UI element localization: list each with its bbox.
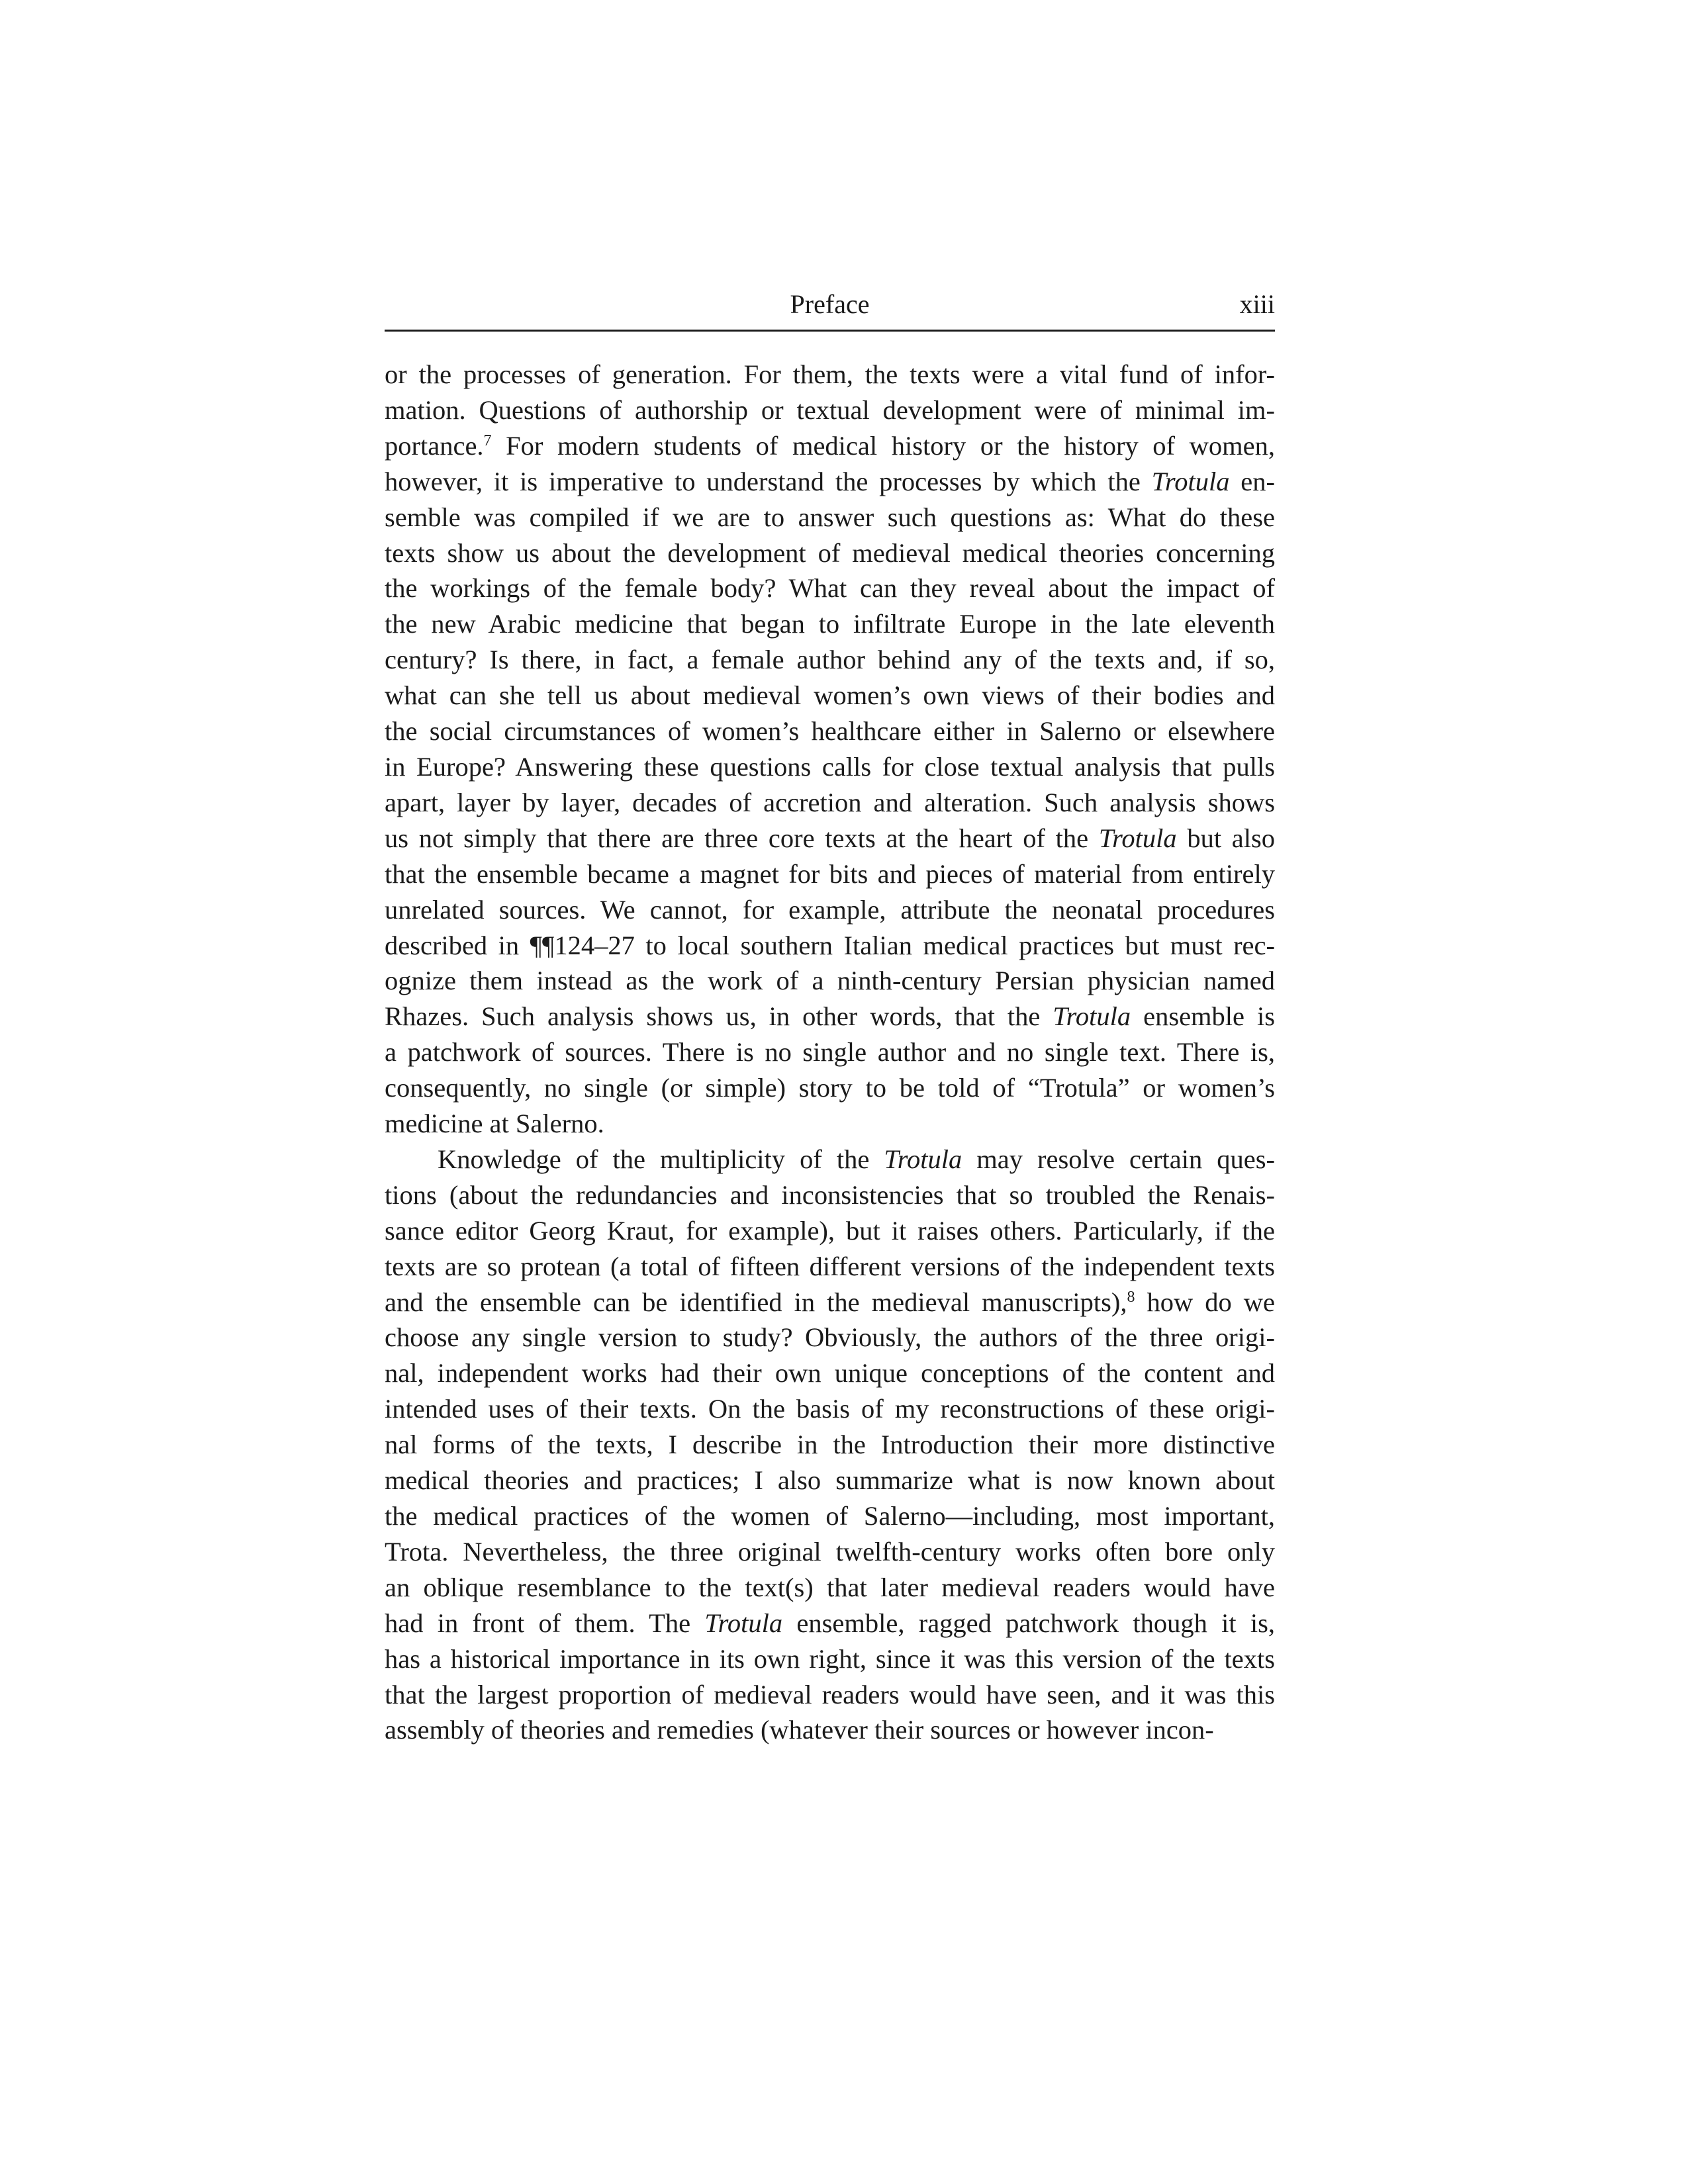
running-head-title: Preface — [790, 289, 870, 319]
text-line: and the ensemble can be identified in the medieval manuscripts),$^8$ how do we — [385, 1287, 1275, 1317]
text-line: nal, independent works had their own unique conceptions of the content and — [385, 1358, 1275, 1388]
text-line: sance editor Georg Kraut, for example), but it raises others. Particularly, if the — [385, 1215, 1275, 1246]
text-line: what can she tell us about medieval women’s own views of their bodies and — [385, 680, 1275, 711]
text-line: however, it is imperative to understand the processes by which the Trotula en- — [385, 466, 1275, 496]
text-line: consequently, no single (or simple) story to be told of “Trotula” or women’s — [385, 1073, 1275, 1103]
text-line: or the processes of generation. For them, the texts were a vital fund of infor- — [385, 359, 1275, 389]
text-line: has a historical importance in its own right, since it was this version of the texts — [385, 1643, 1275, 1674]
text-line: the medical practices of the women of Salerno—including, most important, — [385, 1501, 1275, 1531]
text-line: Trota. Nevertheless, the three original twelfth-century works often bore only — [385, 1536, 1275, 1567]
text-line: in Europe? Answering these questions calls for close textual analysis that pulls — [385, 751, 1275, 782]
text-line: apart, layer by layer, decades of accretion and alteration. Such analysis shows — [385, 787, 1275, 817]
text-line: Rhazes. Such analysis shows us, in other words, that the Trotula ensemble is — [385, 1001, 1275, 1032]
text-line: that the ensemble became a magnet for bits and pieces of material from entirely — [385, 858, 1275, 889]
text-line: semble was compiled if we are to answer such questions as: What do these — [385, 502, 1275, 532]
text-line: the workings of the female body? What can they reveal about the impact of — [385, 573, 1275, 604]
text-line: ognize them instead as the work of a ninth-century Persian physician named — [385, 966, 1275, 996]
text-line: medicine at Salerno. — [385, 1109, 604, 1139]
text-line: intended uses of their texts. On the basis of my reconstructions of these origi- — [385, 1394, 1275, 1424]
text-line: Knowledge of the multiplicity of the Trotula may resolve certain ques- — [438, 1144, 1276, 1174]
running-head — [385, 285, 1275, 332]
text-line: medical theories and practices; I also summarize what is now known about — [385, 1465, 1275, 1496]
text-line: a patchwork of sources. There is no single author and no single text. There is, — [385, 1037, 1275, 1068]
text-line: unrelated sources. We cannot, for example, attribute the neonatal procedures — [385, 894, 1275, 925]
text-line: portance.$^7$ For modern students of medical history or the history of women, — [385, 430, 1275, 461]
text-line: assembly of theories and remedies (whatever their sources or however incon- — [385, 1715, 1214, 1745]
text-line: choose any single version to study? Obviously, the authors of the three origi- — [385, 1322, 1275, 1353]
paragraph-2 — [385, 1142, 1275, 1748]
text-line: described in ¶¶124–27 to local southern Italian medical practices but must rec- — [385, 930, 1275, 960]
text-line: texts are so protean (a total of fifteen different versions of the independent texts — [385, 1251, 1275, 1281]
text-line: nal forms of the texts, I describe in the Introduction their more distinctive — [385, 1430, 1275, 1460]
paragraph-1 — [385, 357, 1275, 1142]
text-line: the new Arabic medicine that began to infiltrate Europe in the late eleventh — [385, 609, 1275, 639]
body-text — [385, 357, 1275, 1748]
text-line: had in front of them. The Trotula ensemble, ragged patchwork though it is, — [385, 1608, 1275, 1638]
text-line: texts show us about the development of medieval medical theories concerning — [385, 537, 1275, 568]
text-line: mation. Questions of authorship or textual development were of minimal im- — [385, 394, 1275, 425]
text-line: tions (about the redundancies and inconsistencies that so troubled the Renais- — [385, 1179, 1275, 1210]
page-number: xiii — [1239, 289, 1275, 319]
text-line: an oblique resemblance to the text(s) that later medieval readers would have — [385, 1572, 1275, 1602]
text-line: us not simply that there are three core texts at the heart of the Trotula but also — [385, 823, 1275, 853]
text-line: century? Is there, in fact, a female author behind any of the texts and, if so, — [385, 645, 1275, 675]
text-line: that the largest proportion of medieval readers would have seen, and it was this — [385, 1679, 1275, 1709]
text-line: the social circumstances of women’s healthcare either in Salerno or elsewhere — [385, 716, 1275, 747]
